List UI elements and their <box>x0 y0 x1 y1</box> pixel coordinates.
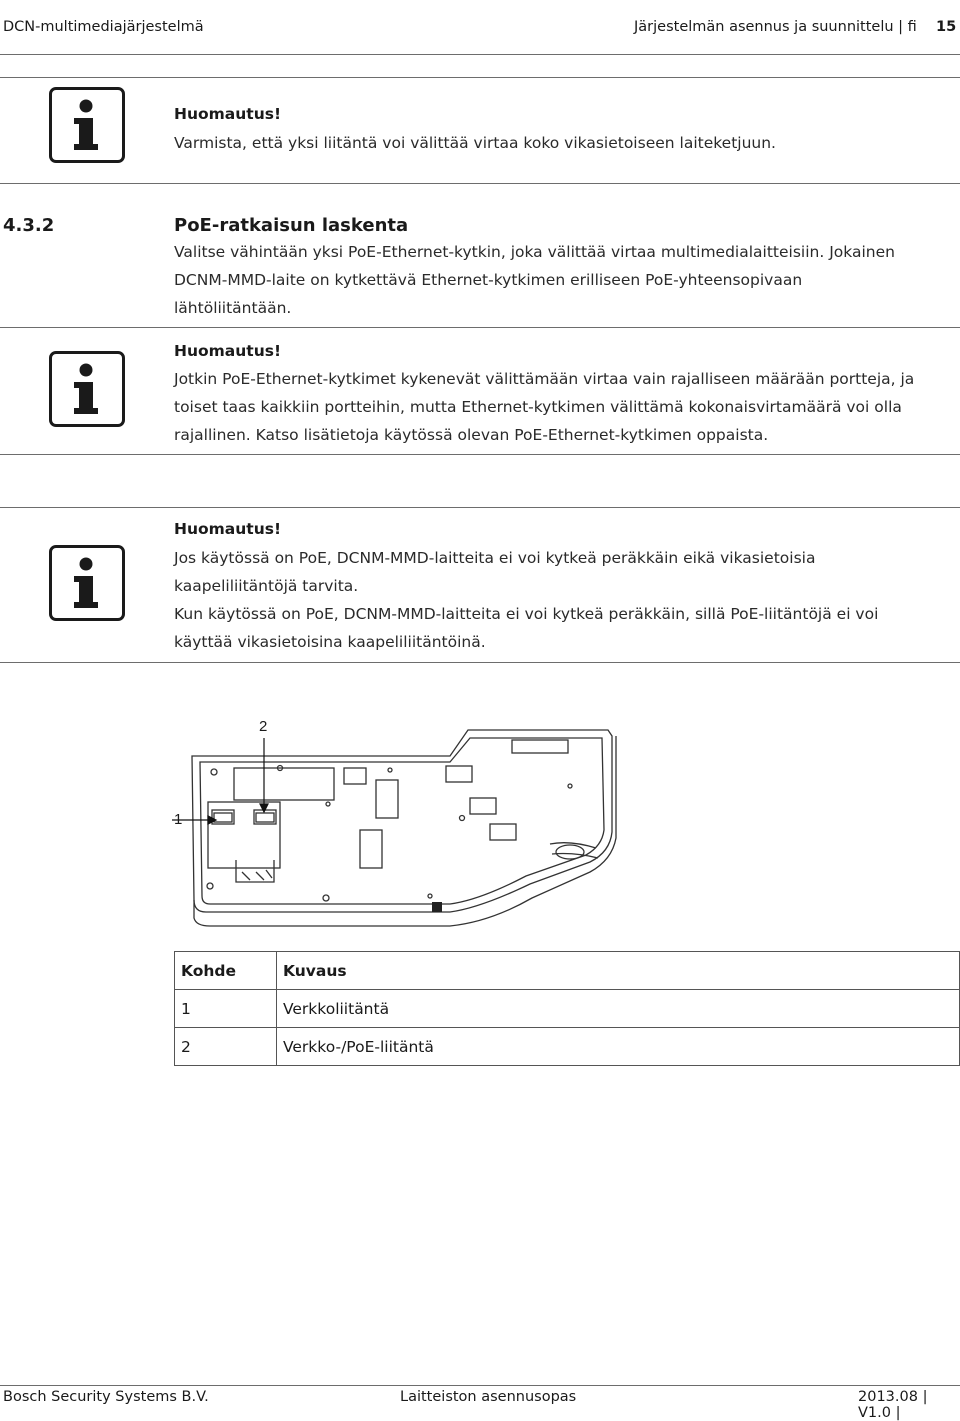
section-title: PoE-ratkaisun laskenta <box>174 215 409 236</box>
table-header-item: Kohde <box>175 952 277 990</box>
table-header-row <box>175 952 960 990</box>
footer-company: Bosch Security Systems B.V. <box>3 1389 209 1405</box>
note3-paragraph <box>174 544 878 656</box>
note2-bottom-rule <box>0 454 960 455</box>
note2-line: toiset taas kaikkiin portteihin, mutta Ethernet-kytkimen välittämä kokonaisvirtamäärä voi olla <box>174 398 902 416</box>
note2-line: Jotkin PoE-Ethernet-kytkimet kykenevät välittämään virtaa vain rajalliseen määrään portteja, ja <box>174 370 915 388</box>
section-paragraph <box>174 238 895 322</box>
note2-paragraph <box>174 365 914 449</box>
note3-bottom-rule <box>0 662 960 663</box>
header-chapter: Järjestelmän asennus ja suunnittelu | fi <box>634 19 917 35</box>
section-line: Valitse vähintään yksi PoE-Ethernet-kytkin, joka välittää virtaa multimedialaitteisiin. Jokainen <box>174 243 895 261</box>
info-icon <box>49 87 125 163</box>
note2-line: rajallinen. Katso lisätietoja käytössä olevan PoE-Ethernet-kytkimen oppaista. <box>174 426 769 444</box>
note3-line: Kun käytössä on PoE, DCNM-MMD-laitteita ei voi kytkeä peräkkäin, sillä PoE-liitäntöjä ei voi <box>174 605 879 623</box>
table-header-description: Kuvaus <box>277 952 960 990</box>
note1-text: Varmista, että yksi liitäntä voi välittää virtaa koko vikasietoiseen laiteketjuun. <box>174 134 776 152</box>
footer-manual-title: Laitteiston asennusopas <box>400 1389 577 1405</box>
section-line: DCNM-MMD-laite on kytkettävä Ethernet-kytkimen erilliseen PoE-yhteensopivaan <box>174 271 803 289</box>
table-cell-item: 1 <box>175 990 277 1028</box>
header-rule <box>0 54 960 55</box>
note1-title: Huomautus! <box>174 105 282 123</box>
note3-title: Huomautus! <box>174 520 282 538</box>
note2-top-rule <box>0 327 960 328</box>
callout-label-2: 2 <box>259 718 268 735</box>
table-row <box>175 990 960 1028</box>
table-cell-description: Verkkoliitäntä <box>277 990 960 1028</box>
table-row <box>175 1028 960 1066</box>
footer-rule <box>0 1385 960 1386</box>
note1-top-rule <box>0 77 960 78</box>
table-cell-item: 2 <box>175 1028 277 1066</box>
info-icon <box>49 351 125 427</box>
note3-line: Jos käytössä on PoE, DCNM-MMD-laitteita ei voi kytkeä peräkkäin eikä vikasietoisia <box>174 549 816 567</box>
legend-table <box>174 951 960 1066</box>
device-underside-figure <box>150 712 630 942</box>
section-line: lähtöliitäntään. <box>174 299 292 317</box>
note2-title: Huomautus! <box>174 342 282 360</box>
note3-top-rule <box>0 507 960 508</box>
footer-version: 2013.08 | V1.0 | <box>858 1389 928 1421</box>
note3-line: kaapeliliitäntöjä tarvita. <box>174 577 359 595</box>
info-icon <box>49 545 125 621</box>
note1-bottom-rule <box>0 183 960 184</box>
header-page-number: 15 <box>936 19 957 35</box>
header-doc-title: DCN-multimediajärjestelmä <box>3 19 204 35</box>
note3-line: käyttää vikasietoisina kaapeliliitäntöinä. <box>174 633 486 651</box>
callout-label-1: 1 <box>174 811 183 828</box>
table-cell-description: Verkko-/PoE-liitäntä <box>277 1028 960 1066</box>
section-number: 4.3.2 <box>3 215 55 236</box>
